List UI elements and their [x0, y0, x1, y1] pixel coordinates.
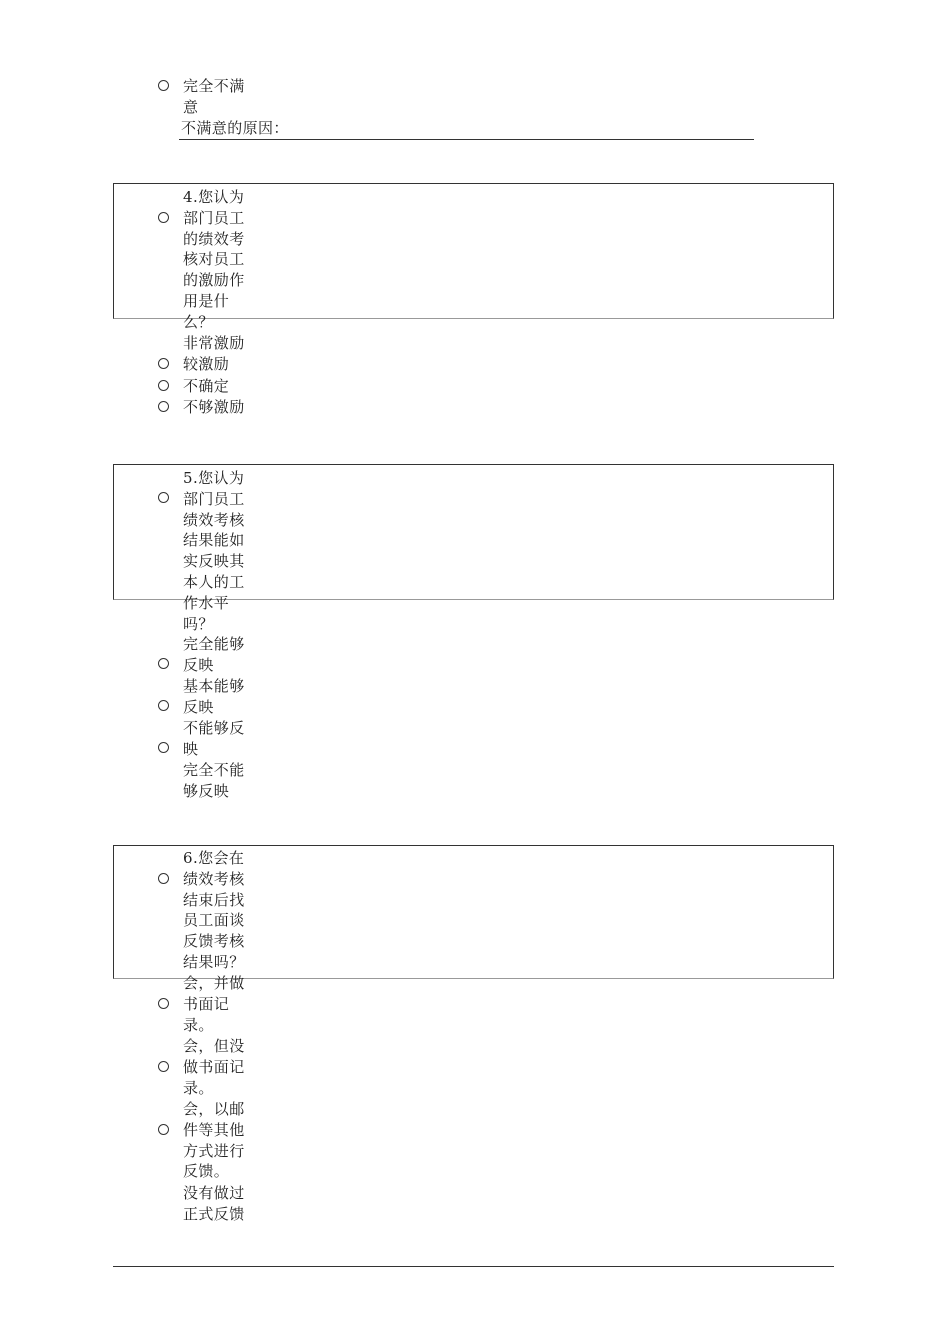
radio-q5-cannot-reflect[interactable]: [158, 700, 169, 711]
q4-option-not-motivating: 不够激励: [183, 398, 245, 416]
q4-option-very-motivating: 非常激励: [183, 334, 245, 352]
question-4-text: 4.您认为部门员工的绩效考核对员工的激励作用是什么？: [183, 188, 245, 331]
reason-label: 不满意的原因：: [181, 119, 289, 137]
q5-option-fully-reflects: 完全能够反映: [183, 635, 245, 674]
radio-q4-very-motivating[interactable]: [158, 212, 169, 223]
question-6-text: 6.您会在绩效考核结束后找员工面谈反馈考核结果吗？: [183, 849, 245, 971]
q6-option-no-written-record: 会，但没做书面记录。: [183, 1037, 245, 1097]
q6-option-written-record: 会，并做书面记录。: [183, 974, 245, 1034]
option-very-unsatisfied-label: 完全不满意: [183, 77, 245, 116]
reason-input-line[interactable]: [179, 139, 754, 140]
q6-option-email-feedback: 会，以邮件等其他方式进行反馈。: [183, 1100, 245, 1181]
radio-q5-completely-cannot[interactable]: [158, 742, 169, 753]
radio-q4-uncertain[interactable]: [158, 380, 169, 391]
q4-option-uncertain: 不确定: [183, 377, 230, 395]
q6-option-no-formal-feedback: 没有做过正式反馈: [183, 1184, 245, 1223]
radio-q6-written-record[interactable]: [158, 873, 169, 884]
q5-option-basically-reflects: 基本能够反映: [183, 677, 245, 716]
radio-q4-not-motivating[interactable]: [158, 401, 169, 412]
radio-q6-email-feedback[interactable]: [158, 1061, 169, 1072]
q5-option-cannot-reflect: 不能够反映: [183, 719, 245, 758]
radio-q6-no-formal-feedback[interactable]: [158, 1124, 169, 1135]
radio-q5-fully-reflects[interactable]: [158, 492, 169, 503]
radio-q5-basically-reflects[interactable]: [158, 658, 169, 669]
footer-divider: [113, 1266, 834, 1267]
q4-option-fairly-motivating: 较激励: [183, 355, 230, 373]
question-5-text: 5.您认为部门员工绩效考核结果能如实反映其本人的工作水平吗？: [183, 469, 245, 633]
radio-q4-fairly-motivating[interactable]: [158, 358, 169, 369]
radio-very-unsatisfied[interactable]: [158, 80, 169, 91]
q5-option-completely-cannot: 完全不能够反映: [183, 761, 245, 800]
radio-q6-no-written-record[interactable]: [158, 998, 169, 1009]
